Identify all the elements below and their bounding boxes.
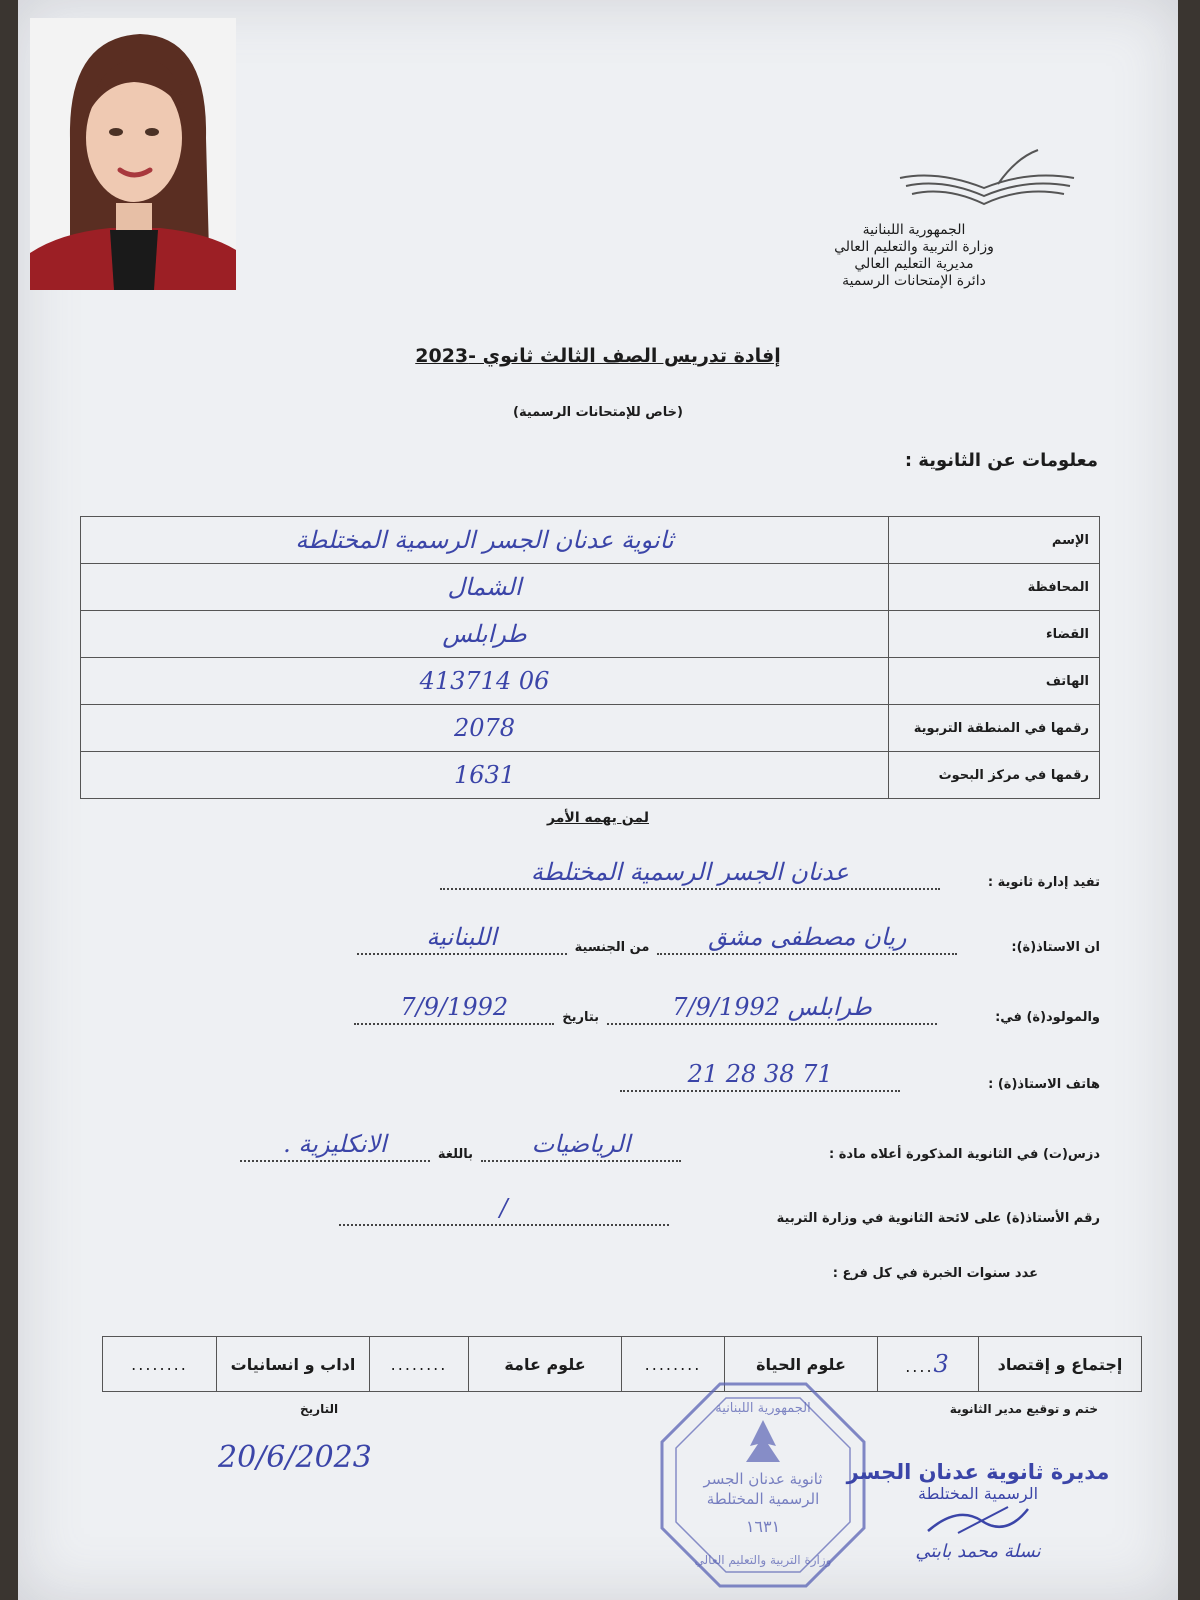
number-value: /	[499, 1194, 508, 1222]
born-place-value: طرابلس 7/9/1992	[672, 993, 872, 1021]
phone-field	[620, 1062, 900, 1092]
to-whom-heading: لمن يهمه الأمر	[547, 810, 649, 826]
document-title: إفادة تدريس الصف الثالث ثانوي -2023	[415, 345, 781, 367]
branch-value	[878, 1337, 979, 1392]
header-department: دائرة الإمتحانات الرسمية	[842, 273, 986, 289]
signature-line1: مديرة ثانوية عدنان الجسر	[846, 1460, 1110, 1484]
header-republic: الجمهورية اللبنانية	[862, 222, 966, 238]
branch-label: إجتماع و إقتصاد	[979, 1337, 1142, 1392]
school-info-table	[80, 516, 1100, 799]
stamp-line2: الرسمية المختلطة	[706, 1490, 820, 1508]
branch-dots: ....	[905, 1357, 934, 1376]
date-label: التاريخ	[300, 1402, 339, 1416]
portrait-image	[30, 18, 236, 290]
row-value: 06 413714	[81, 658, 889, 705]
taught-label: دزس(ت) في الثانوية المذكورة أعلاه مادة :	[829, 1147, 1100, 1162]
row-value: طرابلس	[81, 611, 889, 658]
number-line	[108, 1196, 1108, 1226]
teacher-line	[108, 925, 1108, 955]
experience-label: عدد سنوات الخبرة في كل فرع :	[832, 1266, 1038, 1281]
stamp-line1: ثانوية عدنان الجسر	[703, 1470, 823, 1488]
branch-years: 3	[933, 1350, 951, 1378]
phone-value: 71 38 28 21	[687, 1060, 833, 1088]
ministry-header	[754, 222, 1074, 290]
table-row	[103, 1337, 1142, 1392]
row-value: 1631	[81, 752, 889, 799]
section-title: معلومات عن الثانوية :	[904, 450, 1098, 471]
branch-dots: ........	[370, 1337, 469, 1392]
date-value: 20/6/2023	[218, 1440, 372, 1475]
ministry-logo-icon	[898, 148, 1078, 210]
teacher-field	[657, 925, 957, 955]
phone-line	[108, 1062, 1108, 1092]
birth-date-value: 7/9/1992	[400, 993, 509, 1021]
teacher-label: ان الاستاذ(ة):	[1011, 940, 1100, 955]
school-line	[108, 860, 1108, 890]
birth-date-label: بتاريخ	[562, 1010, 600, 1025]
cedar-icon	[746, 1420, 780, 1462]
nationality-value: اللبنانية	[426, 923, 497, 951]
row-value: ثانوية عدنان الجسر الرسمية المختلطة	[81, 517, 889, 564]
row-label: القضاء	[889, 611, 1100, 658]
language-label: باللغة	[437, 1147, 474, 1162]
signature-scribble-icon	[918, 1503, 1038, 1537]
director-signature-stamp	[838, 1460, 1118, 1562]
school-value: عدنان الجسر الرسمية المختلطة	[530, 858, 849, 886]
branch-dots: ........	[622, 1337, 725, 1392]
stamp-number: ١٦٣١	[745, 1517, 781, 1536]
nationality-field	[357, 925, 567, 955]
experience-line	[108, 1266, 1108, 1281]
born-place-field	[607, 995, 937, 1025]
subject-line	[108, 1132, 1108, 1162]
row-label: المحافظة	[889, 564, 1100, 611]
table-row	[81, 611, 1100, 658]
nationality-label: من الجنسية	[574, 940, 650, 955]
branch-label: علوم الحياة	[725, 1337, 878, 1392]
branch-label: علوم عامة	[469, 1337, 622, 1392]
stamp-bottom-text: وزارة التربية والتعليم العالي	[694, 1553, 832, 1567]
birth-line	[108, 995, 1108, 1025]
row-value: الشمال	[81, 564, 889, 611]
language-field	[240, 1132, 430, 1162]
document-page	[18, 0, 1178, 1600]
table-row	[81, 517, 1100, 564]
applicant-photo	[30, 18, 236, 290]
table-row	[81, 752, 1100, 799]
table-row	[81, 658, 1100, 705]
subject-field	[481, 1132, 681, 1162]
school-stamp-icon	[658, 1380, 868, 1590]
branch-label: اداب و انسانيات	[217, 1337, 370, 1392]
birth-date-field	[354, 995, 554, 1025]
row-label: رقمها في المنطقة التربوية	[889, 705, 1100, 752]
phone-label: هاتف الاستاذ(ة) :	[988, 1077, 1100, 1092]
language-value: الانكليزية .	[283, 1130, 387, 1158]
row-value: 2078	[81, 705, 889, 752]
school-label: تفيد إدارة ثانوية :	[987, 875, 1100, 890]
signature-line2: الرسمية المختلطة	[917, 1484, 1039, 1503]
stamp-top-text: الجمهورية اللبنانية	[715, 1401, 811, 1416]
school-field	[440, 860, 940, 890]
table-row	[81, 564, 1100, 611]
row-label: الهاتف	[889, 658, 1100, 705]
experience-table	[102, 1336, 1142, 1392]
header-ministry: وزارة التربية والتعليم العالي	[834, 239, 994, 255]
signature-line3: نسلة محمد بابتي	[915, 1541, 1041, 1562]
row-label: رقمها في مركز البحوث	[889, 752, 1100, 799]
subject-value: الرياضيات	[531, 1130, 631, 1158]
teacher-value: ريان مصطفى مشق	[708, 923, 907, 951]
row-label: الإسم	[889, 517, 1100, 564]
number-label: رقم الأستاذ(ة) على لائحة الثانوية في وزارة التربية	[776, 1211, 1100, 1226]
header-directorate: مديرية التعليم العالي	[854, 256, 974, 272]
branch-dots: ........	[103, 1337, 217, 1392]
number-field	[339, 1196, 669, 1226]
born-label: والمولود(ة) في:	[995, 1010, 1100, 1025]
signature-label: ختم و توقيع مدير الثانوية	[949, 1402, 1098, 1416]
table-row	[81, 705, 1100, 752]
document-subtitle: (خاص للإمتحانات الرسمية)	[513, 405, 683, 420]
